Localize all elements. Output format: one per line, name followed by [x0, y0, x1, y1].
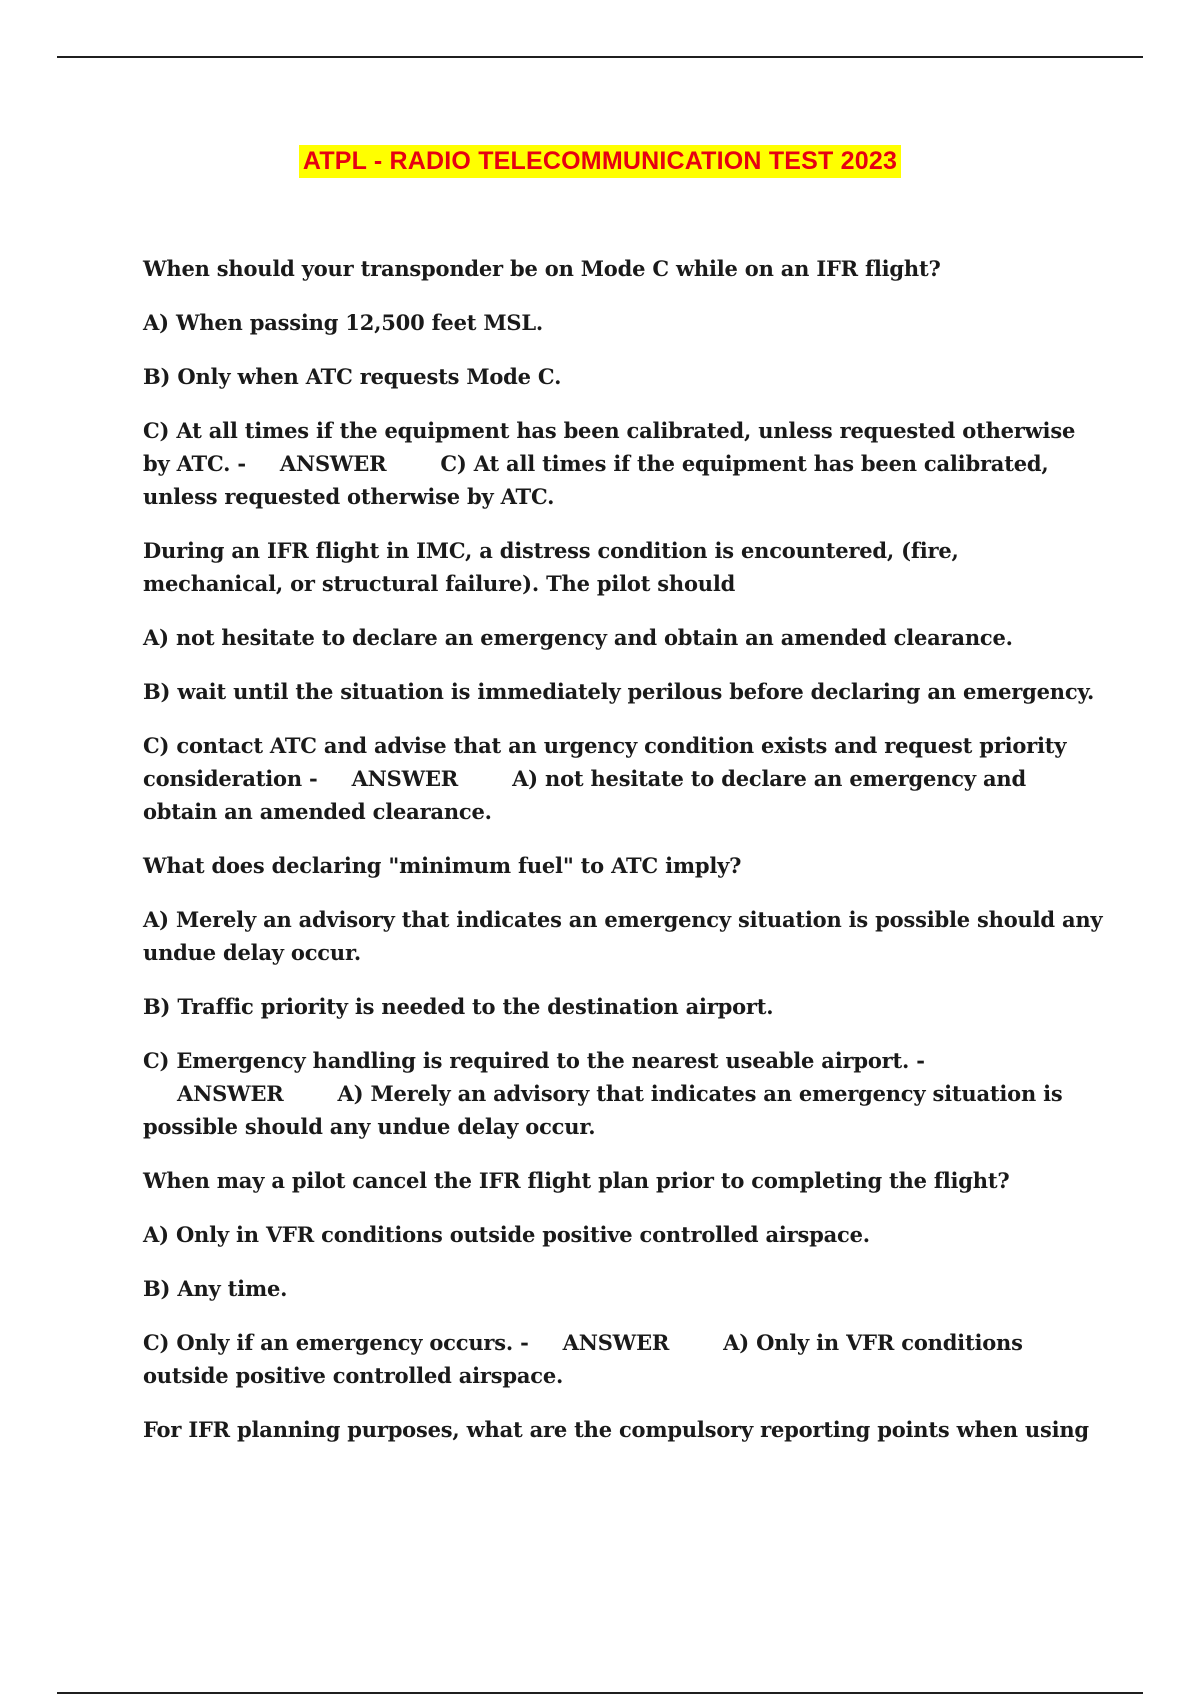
top-rule — [57, 56, 1143, 58]
q3-option-b: B) Traffic priority is needed to the destination airport. — [143, 994, 774, 1019]
q1-answer: C) At all times if the equipment has been calibrated, unless requested otherwise by ATC. — [143, 451, 1056, 509]
q2-option-c-with-answer — [143, 729, 1103, 828]
question-4: When may a pilot cancel the IFR flight plan prior to completing the flight? — [143, 1168, 1010, 1193]
q3-answer-label: ANSWER — [177, 1081, 284, 1106]
q2-answer: A) not hesitate to declare an emergency and obtain an amended clearance. — [143, 766, 1034, 824]
q1-answer-label: ANSWER — [279, 451, 387, 476]
question-1: When should your transponder be on Mode C while on an IFR flight? — [143, 256, 941, 281]
q3-option-c-with-answer — [143, 1044, 1103, 1143]
q4-option-c-with-answer — [143, 1326, 1103, 1392]
title-wrap — [0, 145, 1200, 178]
q3-option-c: C) Emergency handling is required to the nearest useable airport. - — [143, 1048, 925, 1073]
q4-answer: A) Only in VFR conditions outside positive controlled airspace. — [143, 1330, 1030, 1388]
q2-answer-label: ANSWER — [351, 766, 459, 791]
q4-answer-label: ANSWER — [562, 1330, 670, 1355]
q4-option-a: A) Only in VFR conditions outside positive controlled airspace. — [143, 1222, 870, 1247]
q1-option-b: B) Only when ATC requests Mode C. — [143, 364, 562, 389]
q2-option-b: B) wait until the situation is immediately perilous before declaring an emergency. — [143, 679, 1095, 704]
q2-option-a: A) not hesitate to declare an emergency and obtain an amended clearance. — [143, 625, 1013, 650]
question-5-partial: For IFR planning purposes, what are the compulsory reporting points when using — [143, 1417, 1089, 1442]
q1-option-c-with-answer — [143, 414, 1103, 513]
q3-answer: A) Merely an advisory that indicates an emergency situation is possible should any undue delay occur. — [143, 1081, 1070, 1139]
question-2: During an IFR flight in IMC, a distress condition is encountered, (fire, mechanical, or structural failure). The pilot should — [143, 538, 966, 596]
q1-option-a: A) When passing 12,500 feet MSL. — [143, 310, 544, 335]
bottom-rule — [57, 1692, 1143, 1694]
document-title: ATPL - RADIO TELECOMMUNICATION TEST 2023 — [299, 145, 901, 178]
q1-option-c: C) At all times if the equipment has been calibrated, unless requested otherwise by ATC. - — [143, 418, 1083, 476]
q4-option-c: C) Only if an emergency occurs. - — [143, 1330, 529, 1355]
q3-option-a: A) Merely an advisory that indicates an emergency situation is possible should any undue delay occur. — [143, 907, 1110, 965]
q2-option-c: C) contact ATC and advise that an urgency condition exists and request priority consideration - — [143, 733, 1074, 791]
question-3: What does declaring "minimum fuel" to ATC imply? — [143, 853, 742, 878]
document-body — [143, 252, 1110, 1467]
q4-option-b: B) Any time. — [143, 1276, 288, 1301]
